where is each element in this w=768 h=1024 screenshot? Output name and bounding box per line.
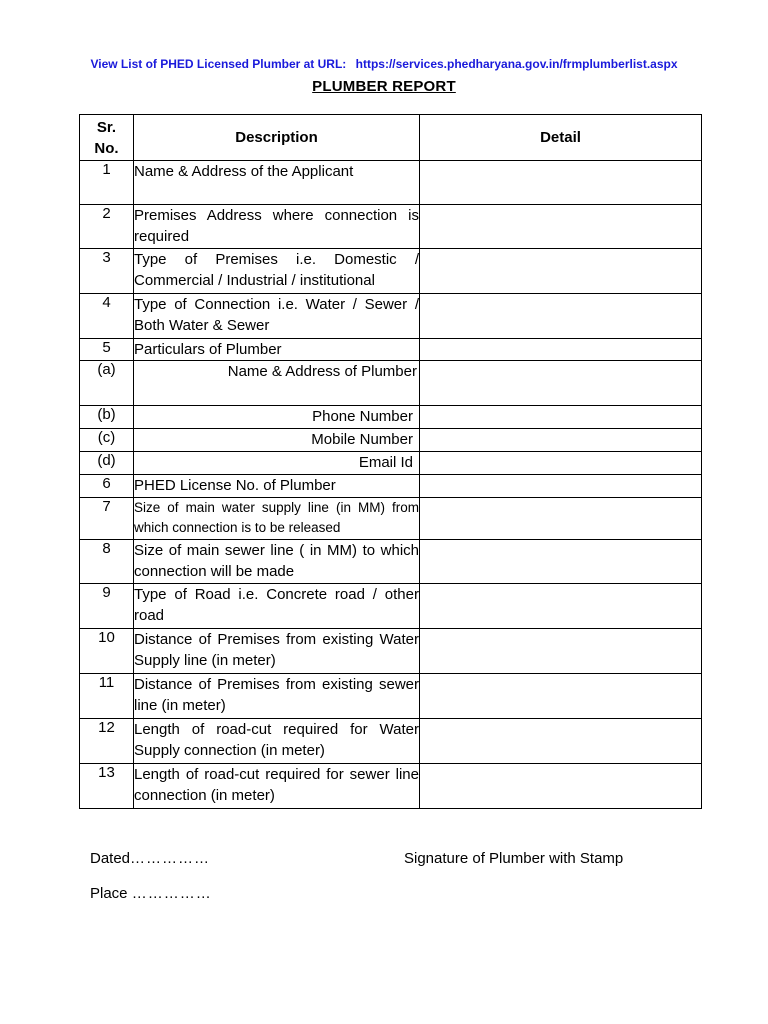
row-sr: (b) — [80, 406, 134, 429]
table-row — [80, 452, 702, 475]
row-description: Phone Number — [134, 406, 420, 429]
table-row — [80, 361, 702, 406]
table-row — [80, 764, 702, 809]
row-sr: 1 — [80, 161, 134, 205]
row-description: Length of road-cut required for Water Supply connection (in meter) — [134, 719, 420, 764]
row-description: Premises Address where connection is required — [134, 205, 420, 249]
table-row — [80, 406, 702, 429]
column-header-detail: Detail — [420, 115, 702, 161]
table-row — [80, 429, 702, 452]
row-detail-field[interactable] — [420, 674, 702, 719]
row-detail-field[interactable] — [420, 540, 702, 584]
table-row — [80, 249, 702, 294]
row-detail-field[interactable] — [420, 294, 702, 339]
row-description: Type of Connection i.e. Water / Sewer / Both Water & Sewer — [134, 294, 420, 339]
place-dots: …………… — [131, 885, 212, 902]
signature-label: Signature of Plumber with Stamp — [404, 850, 624, 867]
table-header-row — [80, 115, 702, 161]
row-sr: 10 — [80, 629, 134, 674]
column-header-description: Description — [134, 115, 420, 161]
row-sr: 7 — [80, 498, 134, 540]
table-row — [80, 475, 702, 498]
table-row — [80, 161, 702, 205]
row-sr: (d) — [80, 452, 134, 475]
row-sr: (c) — [80, 429, 134, 452]
row-detail-field[interactable] — [420, 719, 702, 764]
row-sr: 3 — [80, 249, 134, 294]
row-sr: 9 — [80, 584, 134, 629]
row-detail-field[interactable] — [420, 629, 702, 674]
row-detail-field[interactable] — [420, 406, 702, 429]
table-row — [80, 498, 702, 540]
table-row — [80, 540, 702, 584]
table-row — [80, 719, 702, 764]
row-description: PHED License No. of Plumber — [134, 475, 420, 498]
row-detail-field[interactable] — [420, 339, 702, 361]
row-sr: (a) — [80, 361, 134, 406]
link-prefix: View List of PHED Licensed Plumber at URL: — [90, 57, 347, 71]
column-header-sr-no: Sr. No. — [80, 115, 134, 161]
dated-dots: …………… — [130, 850, 211, 867]
row-detail-field[interactable] — [420, 452, 702, 475]
table-row — [80, 294, 702, 339]
row-description: Particulars of Plumber — [134, 339, 420, 361]
row-description: Mobile Number — [134, 429, 420, 452]
page-title: PLUMBER REPORT — [312, 78, 456, 95]
table-row — [80, 205, 702, 249]
row-description: Name & Address of Plumber — [134, 361, 420, 406]
row-description: Email Id — [134, 452, 420, 475]
row-detail-field[interactable] — [420, 475, 702, 498]
row-detail-field[interactable] — [420, 498, 702, 540]
row-description: Size of main water supply line (in MM) from which connection is to be released — [134, 498, 420, 540]
row-description: Name & Address of the Applicant — [134, 161, 420, 205]
row-sr: 12 — [80, 719, 134, 764]
place-label: Place — [90, 885, 128, 902]
row-description: Length of road-cut required for sewer line connection (in meter) — [134, 764, 420, 809]
dated-label: Dated — [90, 850, 131, 867]
row-detail-field[interactable] — [420, 161, 702, 205]
link-url[interactable]: https://services.phedharyana.gov.in/frmplumberlist.aspx — [355, 57, 678, 71]
row-sr: 13 — [80, 764, 134, 809]
row-description: Type of Road i.e. Concrete road / other road — [134, 584, 420, 629]
table-row — [80, 339, 702, 361]
plumber-report-table — [79, 114, 702, 809]
row-detail-field[interactable] — [420, 764, 702, 809]
row-sr: 2 — [80, 205, 134, 249]
row-description: Distance of Premises from existing Water Supply line (in meter) — [134, 629, 420, 674]
row-sr: 4 — [80, 294, 134, 339]
row-detail-field[interactable] — [420, 249, 702, 294]
table-row — [80, 674, 702, 719]
row-detail-field[interactable] — [420, 584, 702, 629]
row-sr: 8 — [80, 540, 134, 584]
row-sr: 6 — [80, 475, 134, 498]
plumber-list-link[interactable] — [0, 57, 768, 71]
row-sr: 5 — [80, 339, 134, 361]
row-description: Distance of Premises from existing sewer line (in meter) — [134, 674, 420, 719]
row-detail-field[interactable] — [420, 429, 702, 452]
dated-field[interactable] — [90, 850, 210, 867]
table-row — [80, 629, 702, 674]
table-row — [80, 584, 702, 629]
row-description: Size of main sewer line ( in MM) to which connection will be made — [134, 540, 420, 584]
row-sr: 11 — [80, 674, 134, 719]
row-detail-field[interactable] — [420, 205, 702, 249]
row-detail-field[interactable] — [420, 361, 702, 406]
row-description: Type of Premises i.e. Domestic / Commercial / Industrial / institutional — [134, 249, 420, 294]
place-field[interactable] — [90, 885, 212, 902]
